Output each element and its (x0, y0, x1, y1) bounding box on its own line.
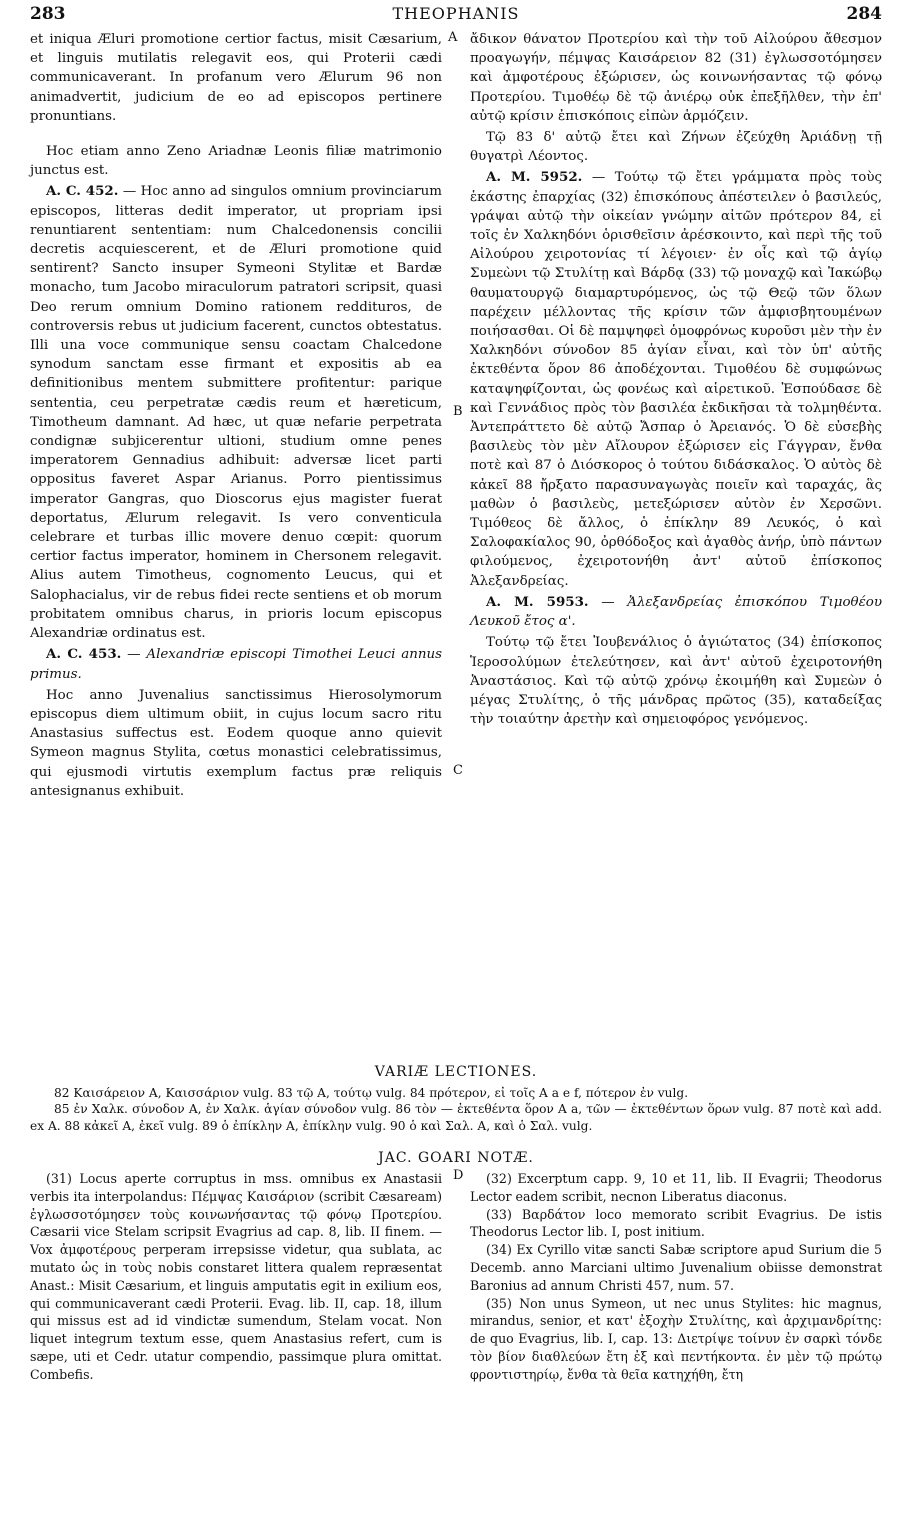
running-title: THEOPHANIS (392, 4, 520, 23)
margin-letter-c: C (453, 763, 463, 778)
page-number-left: 283 (30, 4, 66, 24)
year-label: A. M. 5952. (486, 169, 583, 186)
note-34: (34) Ex Cyrillo vitæ sancti Sabæ scriptore apud Surium die 5 Decemb. anno Marciani ultimo Juvenalium obiisse demonstrat Baronius ad annum Christi 457, num. 57. (470, 1242, 882, 1293)
page-number-right: 284 (846, 4, 882, 24)
note-32: (32) Excerptum capp. 9, 10 et 11, lib. II Evagrii; Theodorus Lector eadem scribit, necnon Liberatus diaconus. (470, 1171, 882, 1204)
greek-am5952-text: — Τούτῳ τῷ ἔτει γράμματα πρὸς τοὺς ἑκάστης ἐπαρχίας (32) ἐπισκόπους ἀπέστειλεν ὁ βασιλεύς, γράψαι αὐτῷ τὴν οἰκείαν γνώμην αἰτῶν πρότερον 84, εἰ τοῖς ἐν Χαλκηδόνι ὁρισθεῖσιν ἀρέσκοιντο, καὶ περὶ τῆς τοῦ Αἰλούρου χειροτονίας τί λέγοιεν· ἐν οἷς καὶ τῷ ἁγίῳ Συμεὼνι τῷ Στυλίτῃ καὶ Βάρδᾳ (33) τῷ μοναχῷ καὶ Ἰακώβῳ θαυματουργῷ διαμαρτυρόμενος, ὡς τῷ Θεῷ τῶν ὅλων παρέχειν μέλλοντας τῆς κρίσιν τῶν ἀμφισβητουμένων ποιήσασθαι. Οἱ δὲ παμψηφεὶ ὁμοφρόνως κυροῦσι μὲν τὴν ἐν Χαλκηδόνι σύνοδον 85 ἁγίαν εἶναι, καὶ τὸν ὑπ' αὐτῆς ἐκτεθέντα ὅρον 86 ἀποδέχονται. Τιμοθέου δὲ συμφώνως καταψηφίζονται, ὡς φονέως καὶ αἱρετικοῦ. Ἐσπούδασε δὲ καὶ Γεννάδιος πρὸς τὸν βασιλέα ἐκδικῆσαι τὰ τολμηθέντα. Ἀντεπράττετο δὲ αὐτῷ Ἄσπαρ ὁ Ἀρειανός. Ὁ δὲ εὐσεβὴς βασιλεὺς τὸν μὲν Αἴλουρον ἐξώρισεν εἰς Γάγγραν, ἔνθα ποτὲ καὶ 87 ὁ Διόσκορος ὁ τούτου διδάσκαλος. Ὁ αὐτὸς δὲ κἀκεῖ 88 ἤρξατο παρασυναγωγὰς ποιεῖν καὶ ταραχάς, ἃς μαθὼν ὁ βασιλεὺς, μετεξώρισεν αὐτὸν ἐν Χερσῶνι. Τιμόθεος δὲ ἄλλος, ὁ ἐπίκλην 89 Λευκός, ὁ καὶ Σαλοφακίαλος 90, ὀρθόδοξος καὶ ἀγαθὸς ἀνήρ, ὑπὸ πάντων φιλούμενος, ἐχειροτονήθη ἀντ' αὐτοῦ ἐπίσκοπος Ἀλεξανδρείας. (470, 170, 882, 589)
greek-intro: ἄδικον θάνατον Προτερίου καὶ τὴν τοῦ Αἰλούρου ἄθεσμον προαγωγήν, πέμψας Καισάρειον 82 (31) ἐγλωσσοτόμησεν καὶ ἀμφοτέρους ἐξώρισεν, ὡς κοινωνήσαντας τῷ φόνῳ Προτερίου. Τιμοθέῳ δὲ τῷ ἀνιέρῳ οὐκ ἐπεξῆλθεν, τὴν ἐπ' αὐτῷ κρίσιν ἐπισκόποις εἰπὼν ἁρμόζειν. (470, 32, 882, 124)
latin-ac453-text: Hoc anno Juvenalius sanctissimus Hierosolymorum episcopus diem ultimum obiit, in cujus locum sacro ritu Anastasius suffectus est. Eodem quoque anno quievit Symeon magnus Stylita, cœtus monastici celebratissimus, qui ejusmodi virtutis exemplum factus præ reliquis antesignanus exhibuit. (30, 687, 442, 799)
greek-am5953-title: — Ἀλεξανδρείας ἐπισκόπου Τιμοθέου Λευκοῦ ἔτος α'. (470, 594, 882, 630)
latin-ac452 (30, 182, 442, 643)
latin-zeno: Hoc etiam anno Zeno Ariadnæ Leonis filiæ matrimonio junctus est. (30, 144, 442, 179)
margin-letter-d: D (453, 1168, 464, 1183)
latin-ac452-text: — Hoc anno ad singulos omnium provinciarum episcopos, litteras dedit imperator, ut propriam ipsi renuntiarent sententiam: num Chalcedonensis concilii decretis acquiescerent, et de Æluri promotione quid sentirent? Sancto insuper Symeoni Stylitæ et Bardæ monacho, tum Jacobo miraculorum patratori scripsit, quasi Deo rerum omnium Domino rationem reddituros, de controversis rebus ut judicium facerent, cunctos obtestatus. Illi una voce communique sensu coactam Chalcedone synodum sanctam esse firmant et expositis ab ea definitionibus mentem submittere profitentur: parique sententia, ceu perpetratæ cædis reum et hæreticum, Timotheum damnant. Ad hæc, ut quæ nefarie perpetrata condignæ subjicerentur ultioni, studium omne penes imperatorem Gennadius adhibuit: adversæ licet parti oppositus faveret Aspar Arianus. Porro pientissimus imperator Gangras, quo Dioscorus ejus magister fuerat deportatus, Ælurum relegavit. Is vero conventicula celebrare et turbas illic movere denuo cœpit: quorum certior factus imperator, hominem in Chersonem relegavit. Alius autem Timotheus, cognomento Leucus, qui et Salophacialus, vir de rebus fidei recte sentiens et ob morum probitatem omnibus charus, in prioris locum episcopus Alexandriæ ordinatus est. (30, 184, 442, 642)
greek-zeno: Τῷ 83 δ' αὐτῷ ἔτει καὶ Ζήνων ἐζεύχθη Ἀριάδνῃ τῇ θυγατρὶ Λέοντος. (470, 130, 882, 165)
note-33: (33) Βαρδάτον loco memorato scribit Evagrius. De istis Theodorus Lector lib. I, post initium. (470, 1206, 882, 1240)
greek-am5953-text: Τούτῳ τῷ ἔτει Ἰουβενάλιος ὁ ἁγιώτατος (34) ἐπίσκοπος Ἱεροσολύμων ἐτελεύτησεν, καὶ ἀντ' αὐτοῦ ἐχειροτονήθη Ἀναστάσιος. Καὶ τῷ αὐτῷ χρόνῳ ἐκοιμήθη καὶ Συμεὼν ὁ μέγας Στυλίτης, ὁ τῆς μάνδρας πρῶτος (35), καταδείξας τὴν τοιαύτην ἀρετὴν καὶ σημειοφόρος γενόμενος. (470, 635, 882, 728)
variae-line: 85 ἐν Χαλκ. σύνοδον A, ἐν Χαλκ. ἁγίαν σύνοδον vulg. 86 τὸν — ἐκτεθέντα ὅρον A a, τῶν — ἐκτεθέντων ὅρων vulg. 87 ποτὲ καὶ add. ex A. 88 κἀκεῖ A, ἐκεῖ vulg. 89 ὁ ἐπίκλην A, ἐπίκλην vulg. 90 ὁ καὶ Σαλ. A, καὶ ὁ Σαλ. vulg. (30, 1102, 882, 1133)
variae-line: 82 Καισάρειον A, Καισσάριον vulg. 83 τῷ A, τούτῳ vulg. 84 πρότερον, εἰ τοῖς A a e f, πότερον ἐν vulg. (54, 1086, 689, 1100)
notae-heading: JAC. GOARI NOTÆ. (378, 1150, 534, 1166)
margin-letter-b: B (453, 404, 463, 419)
year-label: A. C. 452. (46, 183, 119, 200)
latin-column (30, 30, 442, 801)
note-35: (35) Non unus Symeon, ut nec unus Stylites: hic magnus, mirandus, senior, et κατ' ἐξοχὴν Στυλίτης, καὶ ἀρχιμανδρίτης: de quo Evagrius, lib. I, cap. 13: Διετρίψε τοίνυν ἐν σαρκὶ τόνδε τὸν βίον διαθλεύων ἔτη ἐξ καὶ πεντήκοντα. ἐν μὲν τῷ πρώτῳ φροντιστηρίῳ, ἔνθα τὰ θεῖα κατηχήθη, ἔτη (470, 1295, 882, 1382)
year-label: A. M. 5953. (486, 593, 589, 610)
greek-am5952 (470, 168, 882, 590)
latin-ac453-title: — Alexandriæ episcopi Timothei Leuci annus primus. (30, 647, 442, 682)
greek-column (470, 30, 882, 729)
margin-letter-a: A (448, 30, 458, 45)
year-label: A. C. 453. (46, 646, 122, 663)
note-31: (31) Locus aperte corruptus in mss. omnibus ex Anastasii verbis ita interpolandus: Πέμψας Καισάριον (scribit Cæsaream) ἐγλωσσοτόμησεν τοὺς κοινωνήσαντας τῷ φόνῳ Προτερίου. Cæsarii vice Stelam scripsit Evagrius ad cap. 8, lib. II finem. — Vox ἀμφοτέρους perperam irrepsisse videtur, qua sublata, ac mutato ὡς in τοὺς nobis constaret littera qualem repræsentat Anast.: Misit Cæsarium, et linguis amputatis egit in exilium eos, qui communicaverant cædi Proterii. Evag. lib. II, cap. 18, illum qui missus est ad id vindictæ sumendum, Stelam vocat. Non liquet integrum textum esse, quem Anastasius refert, cum is sæpe, uti et Cedr. utatur compendio, passimque plura omittat. Combefis. (30, 1171, 442, 1382)
latin-intro: et iniqua Æluri promotione certior factus, misit Cæsarium, et linguis mutilatis relegavit eos, qui Proterii cædi communicaverant. In profanum vero Ælurum 96 non animadvertit, judicium de eo ad episcopos pertinere pronuntians. (30, 32, 442, 124)
notae-right (470, 1170, 882, 1384)
variae-block (30, 1085, 882, 1134)
variae-heading: VARIÆ LECTIONES. (374, 1064, 538, 1080)
greek-am5953-heading (470, 593, 882, 631)
running-header (30, 4, 882, 28)
latin-ac453-heading (30, 645, 442, 683)
notae-left (30, 1170, 442, 1384)
